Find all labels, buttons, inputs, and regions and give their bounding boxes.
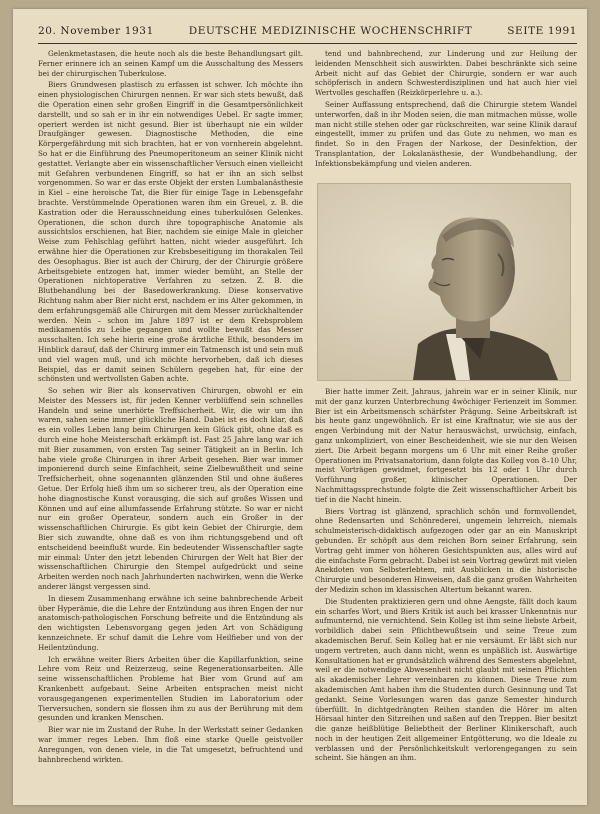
portrait-illustration xyxy=(318,184,570,380)
right-column-top xyxy=(315,49,577,175)
journal-page xyxy=(13,9,587,805)
paragraph: Gelenkmetastasen, die heute noch als die beste Behandlungsart gilt. Ferner erinnere ich an seinen Kampf um die Ausschaltung des Messers bei der chirurgischen Tuberkulose. xyxy=(38,49,303,78)
paragraph: Ich erwähne weiter Biers Arbeiten über die Kapillarfunktion, seine Lehre vom Reiz und Reizerzeug, seine Regenerationsarbeiten. Alle seine wissenschaftlichen Probleme hat Bier vom Grund auf am Krankenbett aufgebaut. Seine Arbeiten entsprachen meist nicht vorausgegangenen experimentellen Studien im Laboratorium oder Tierversuchen, sondern sie flossen ihm zu aus der Berührung mit dem gesunden und kranken Menschen. xyxy=(38,654,303,723)
header-date: 20. November 1931 xyxy=(38,25,154,37)
header-page-number: SEITE 1991 xyxy=(507,25,577,37)
paragraph: tend und bahnbrechend, zur Linderung und zur Heilung der leidenden Menschheit sich auswirkten. Dabei beschränkte sich seine Arbeit nicht auf das Gebiet der Chirurgie, sondern er war auch schöpferisch in andern Schwesterdisziplinen und hat auch hier viel Wertvolles geschaffen (Reizkörperlehre u. a.). xyxy=(315,49,577,98)
header-journal-title: DEUTSCHE MEDIZINISCHE WOCHENSCHRIFT xyxy=(188,25,473,37)
paragraph: In diesem Zusammenhang erwähne ich seine bahnbrechende Arbeit über Hyperämie, die die Lehre der Entzündung aus ihren Engen der nur anatomisch-pathologischen Forschung befreite und die Entzündung als den wichtigsten Lebensvorgang gegen jeden Art von Schädigung kennzeichnete. Er schuf damit die Lehre vom Heilfieber und von der Heilentzündung. xyxy=(38,593,303,652)
paragraph: Biers Vortrag ist glänzend, sprachlich schön und formvollendet, ohne Redensarten und Schönrederei, ungemein lehrreich, niemals schulmeisterisch-didaktisch aufgezogen oder gar an ein Manuskript gebunden. Er schöpft aus dem reichen Born seiner Erfahrung, sein Vortrag geht immer von höheren Gesichtspunkten aus, alles wird auf die einfachste Form gebracht. Dabei ist sein Vortrag gewürzt mit vielen Anekdoten von Selbsterlebtem, mit Ausblicken in die historische Chirurgie und besonderen Hinweisen, daß die ganz großen Wahrheiten der Medizin schon im klassischen Altertum bekannt waren. xyxy=(315,506,577,594)
paragraph: Bier war nie im Zustand der Ruhe. In der Werkstatt seiner Gedanken war immer reges Leben. Ihm floß eine starke Quelle geistvoller Anregungen, von denen viele, in die Tat umgesetzt, befruchtend und bahnbrechend wirkten. xyxy=(38,725,303,764)
paragraph: Die Studenten praktizieren gern und ohne Aengste, fällt doch kaum ein scharfes Wort, und Biers Kritik ist auch bei krasser Unkenntnis nur aufmunternd, nie vernichtend. Sein Kolleg ist ihm seine liebste Arbeit, vorbildlich dabei sein Pflichtbewußtsein und seine Treue zum akademischen Beruf. Sein Kolleg hat er nie versäumt. Er läßt sich nur ungern vertreten, auch dann nicht, wenn es unpäßlich ist. Auswärtige Konsultationen hat er grundsätzlich während des Semesters abgelehnt, weil er die notwendige Abwesenheit nicht glaubt mit seinen Pflichten als akademischer Lehrer vereinbaren zu können. Diese Treue zum akademischen Amt haben ihm die Studenten durch Gesinnung und Tat gedankt. Seine Vorlesungen waren das ganze Semester hindurch überfüllt. In dichtgedrängten Reihen standen die Hörer im alten Hörsaal hinter den Sitzreihen und saßen auf den Treppen. Bier besitzt die ganze heißblütige Beliebtheit der Berliner Klinikerschaft, auch noch in der heutigen Zeit allgemeiner Entgötterung, wo die Ideale zu verblassen und der Persönlichkeitskult verlorengegangen zu sein scheint. Sie hängen an ihm. xyxy=(315,596,577,763)
paragraph: Biers Grundwesen plastisch zu erfassen ist schwer. Ich möchte ihn einen physiologischen Chirurgen nennen. Er war sich stets bewußt, daß die Operation einen sehr großen Eingriff in die Gesamtpersönlichkeit darstellt, und so sah er in ihr ein notwendiges Uebel. Er sagte immer, operiert werden ist nicht gesund. Bier ist überhaupt nie ein wilder Draufgänger gewesen. Diagnostische Methoden, die eine Körpergefährdung mit sich brachten, hat er von vornherein abgelehnt. So hat er die Einführung des Pneumoperitoneum an seiner Klinik nicht gestattet. Verlangte aber ein wissenschaftlicher Versuch einen vielleicht mit Gefahren verbundenen Eingriff, so hat er ihn an sich selbst vorgenommen. So war er das erste Objekt der ersten Lumbalanästhesie in Kiel – eine heroische Tat, die Bier für einige Tage in Lebensgefahr brachte. Verstümmelnde Operationen waren ihm ein Greuel, z. B. die Kastration oder die Herausschneidung eines tuberkulösen Gelenkes. Operationen, die schon durch ihre topographische Anatomie als aussichtslos erschienen, hat Bier, nachdem sie einige Male in gleicher Weise zum Fehlschlag geführt hatten, nicht wieder ausgeführt. Ich erwähne hier die Operationen zur Krebsbeseitigung im thorakalen Teil des Oesophagus. Bier ist auch der Chirurg, der der Chirurgie größere Arbeitsgebiete entzogen hat, immer wieder bemüht, an Stelle der Operationen nichtoperative Verfahren zu setzen. Z. B. die Blutbehandlung bei der Basedowerkrankung. Diese konservative Richtung nahm aber Bier nicht erst, nachdem er ins Alter gekommen, in dem erfahrungsgemäß alle Chirurgen mit dem Messer zurückhaltender werden. Nein – schon im Jahre 1897 ist er dem Krebsproblem medikamentös zu Leibe gegangen und wollte bewußt das Messer ausschalten. Ich sehe hierin eine große ärztliche Ethik, besonders im Hinblick darauf, daß der Chirurg immer ein Tatmensch ist und sein muß und viel wagen muß, und ich möchte hervorheben, daß ich dieses Beispiel, das er damit seinen Schülern gegeben hat, für eine der schönsten und wertvollsten Gaben achte. xyxy=(38,80,303,384)
paragraph: Seiner Auffassung entsprechend, daß die Chirurgie stetem Wandel unterworfen, daß in ihr Moden seien, die man mitmachen müsse, wolle man nicht stille stehen oder gar rückschreiten, war seine Klinik darauf eingestellt, immer zu prüfen und das Gute zu nehmen, wo man es findet. So in den Fragen der Narkose, der Desinfektion, der Transplantation, der Lokalanästhesie, der Wundbehandlung, der Infektionsbekämpfung und vielen anderen. xyxy=(315,99,577,168)
left-column xyxy=(38,49,303,791)
header-rule xyxy=(38,43,577,44)
paragraph: Bier hatte immer Zeit. Jahraus, jahrein war er in seiner Klinik, nur mit der ganz kurzen Unterbrechung 4wöchiger Ferienzeit im Sommer. Bier ist ein Arbeitsmensch schärfster Prägung. Seine Arbeitskraft ist bis heute ganz ungewöhnlich. Er ist eine Kraftnatur, wie sie aus der engen Verbindung mit der Natur herauswächst, urwüchsig, einfach, ganz unkompliziert, von einer Bescheidenheit, wie sie nur den Weisen ziert. Die Arbeit begann morgens um 6 Uhr mit einer Reihe großer Operationen im Privatsanatorium, dann folgte das Kolleg von 8–10 Uhr, meist Vorträgen gewidmet, fortgesetzt bis 12 oder 1 Uhr durch Vorführung großer, klinischer Operationen. Der Nachmittagssprechstunde folgte die Zeit wissenschaftlicher Arbeit bis tief in die Nacht hinein. xyxy=(315,387,577,504)
right-column-bottom xyxy=(315,387,577,791)
paragraph: So sehen wir Bier als konservativen Chirurgen, obwohl er ein Meister des Messers ist, für jeden Kenner verblüffend sein schnelles Handeln und seine unerhörte Treffsicherheit. Wir, die wir um ihn waren, sahen seine immer glückliche Hand. Dabei ist es doch klar, daß es ein volles Leben lang beim Chirurgen kein Glück gibt, ohne daß es durch eine hohe Meisterschaft erkämpft ist. Fast 25 Jahre lang war ich mit Bier zusammen, von ersten Tag seiner Tätigkeit an in Berlin. Ich habe viele große Chirurgen in ihrer Arbeit gesehen. Bier war immer imponierend durch seine Einfachheit, seine Zielbewußtheit und seine Treffsicherheit, ohne sogenannten glänzenden Stil und ohne äußeres Getue. Der Erfolg hieß ihm um so sicherer treu, als der Operation eine hohe diagnostische Kunst vorausging, die sich auf großes Wissen und Können und auf eine allumfassende Erfahrung stützte. So war er nicht nur ein großer Operateur, sondern auch ein Großer in der wissenschaftlichen Chirurgie. Es gibt kein Gebiet der Chirurgie, dem Bier sich zuwandte, ohne daß es von ihm richtungsgebend und oft entscheidend beeinflußt wurde. Ein bedeutender Wissenschaftler sagte mir einmal: Unter den jetzt lebenden Chirurgen der Welt hat Bier der wissenschaftlichen Chirurgie den Stempel aufgedrückt und seine Arbeiten werden noch nach Jahrhunderten nachwirken, wenn die Werke anderer längst vergessen sind. xyxy=(38,386,303,592)
portrait-photo xyxy=(317,183,571,381)
page-header xyxy=(38,25,577,41)
